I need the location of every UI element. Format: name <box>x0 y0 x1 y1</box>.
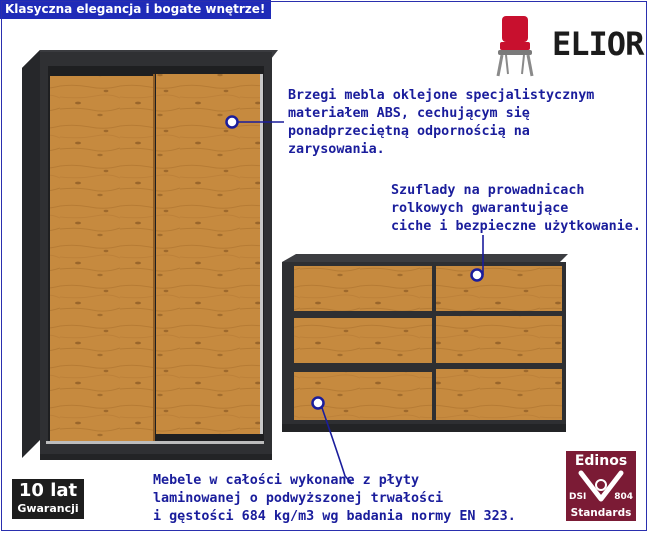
callout-line: Mebele w całości wykonane z płyty <box>153 473 420 488</box>
callout-dot-drawer <box>472 270 483 281</box>
edinos-left-code: DSI <box>569 492 587 502</box>
warranty-badge <box>12 479 84 519</box>
callout-board-density <box>153 472 516 526</box>
dresser <box>282 254 568 432</box>
edinos-brand: Edinos <box>574 453 628 469</box>
callout-dot-wardrobe <box>227 117 238 128</box>
warranty-label: Gwarancji <box>17 502 79 515</box>
callout-drawer-rails <box>391 182 641 236</box>
callout-line: Szuflady na prowadnicach <box>391 183 585 198</box>
callout-line: laminowanej o podwyższonej trwałości <box>153 491 444 506</box>
callout-line: ponadprzeciętną odpornością na <box>288 124 530 139</box>
warranty-years: 10 lat <box>18 480 78 501</box>
brand-name: ELIOR <box>552 25 644 63</box>
callout-dot-board <box>313 398 324 409</box>
certification-icon <box>571 469 631 509</box>
callout-line: materiałem ABS, cechującym się <box>288 106 530 121</box>
edinos-right-code: 804 <box>614 492 633 502</box>
callout-line: zarysowania. <box>288 142 385 157</box>
edinos-standards-badge <box>566 451 636 521</box>
promo-banner: Klasyczna elegancja i bogate wnętrze! <box>0 0 271 19</box>
callout-line: rolkowych gwarantujące <box>391 201 569 216</box>
callout-line: ciche i bezpieczne użytkowanie. <box>391 219 641 234</box>
wardrobe <box>22 50 278 460</box>
edinos-label: Standards <box>570 507 632 519</box>
callout-line: Brzegi mebla oklejone specjalistycznym <box>288 88 595 103</box>
callout-abs-edges <box>288 87 594 159</box>
callout-line: i gęstości 684 kg/m3 wg badania normy EN 323. <box>153 509 516 524</box>
